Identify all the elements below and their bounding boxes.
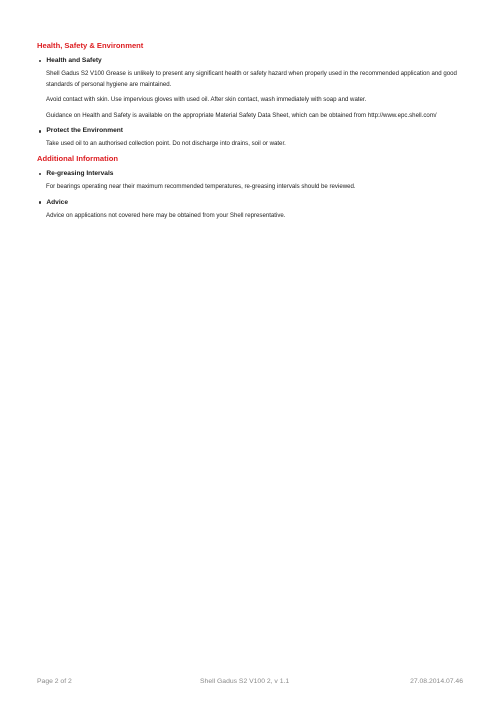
- section-heading-hse: Health, Safety & Environment: [37, 41, 144, 50]
- paragraph: Take used oil to an authorised collection point. Do not discharge into drains, soil or water.: [46, 140, 286, 148]
- bullet-icon: [39, 60, 41, 62]
- item-title-text: Protect the Environment: [46, 127, 123, 135]
- item-title-text: Re-greasing Intervals: [46, 169, 114, 177]
- item-title: [37, 169, 467, 179]
- item-health-and-safety: [37, 56, 467, 121]
- footer-product-version: Shell Gadus S2 V100 2, v 1.1: [200, 678, 290, 685]
- paragraph: Shell Gadus S2 V100 Grease is unlikely to present any significant health or safety hazard when properly used in the recommended application and good standards of personal hygiene are maintained.: [46, 70, 457, 88]
- paragraph: Avoid contact with skin. Use impervious gloves with used oil. After skin contact, wash immediately with soap and water.: [46, 96, 367, 104]
- item-title: [37, 56, 467, 66]
- item-title-text: Health and Safety: [46, 57, 102, 64]
- page-footer: [37, 678, 463, 690]
- footer-page-number: Page 2 of 2: [37, 678, 72, 685]
- bullet-icon: [39, 130, 41, 132]
- item-title: [37, 126, 467, 136]
- item-title-text: Advice: [46, 198, 69, 206]
- item-regreasing-intervals: [37, 169, 467, 193]
- paragraph: For bearings operating near their maximum recommended temperatures, re-greasing intervals should be reviewed.: [46, 182, 356, 190]
- item-title: [37, 198, 467, 208]
- paragraph: Guidance on Health and Safety is available on the appropriate Material Safety Data Sheet, which can be obtained from http://www.epc.shell.com/: [46, 111, 437, 119]
- item-advice: [37, 198, 467, 222]
- bullet-icon: [39, 173, 41, 175]
- paragraph: Advice on applications not covered here may be obtained from your Shell representative.: [46, 211, 286, 219]
- item-protect-environment: [37, 126, 467, 150]
- footer-date: 27.08.2014.07.46: [410, 678, 463, 685]
- bullet-icon: [39, 201, 41, 203]
- section-heading-additional-info: Additional Information: [37, 153, 118, 163]
- document-content: [37, 41, 467, 226]
